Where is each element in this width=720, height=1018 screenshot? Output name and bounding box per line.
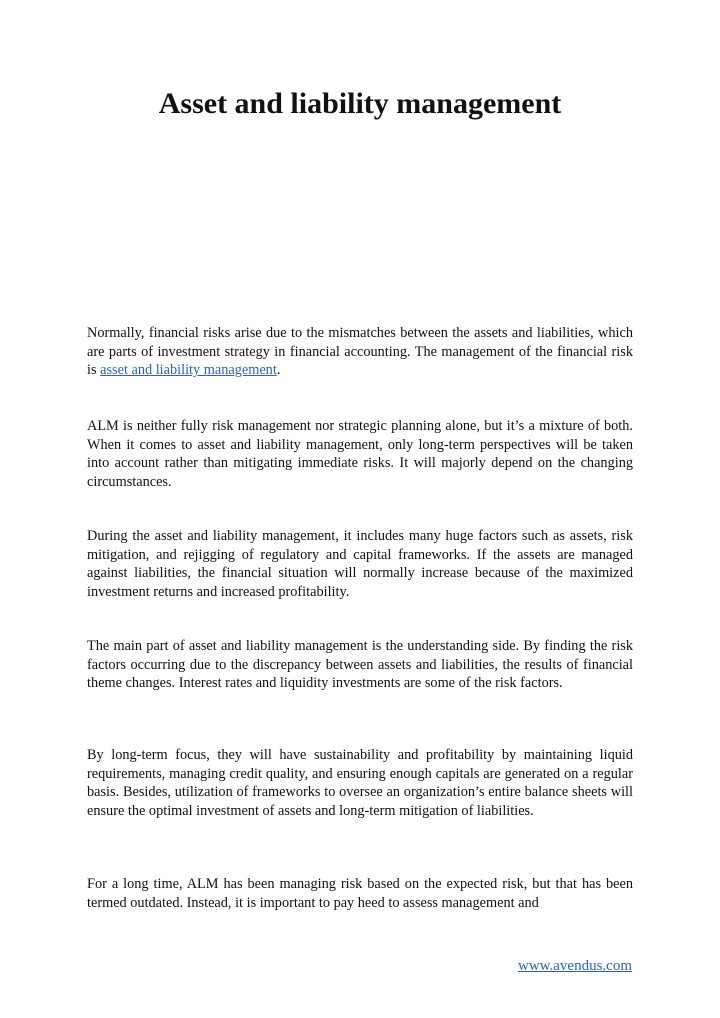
paragraph-long-term-focus: By long-term focus, they will have sustainability and profitability by maintaining liquid requirements, managing credit quality, and ensuring enough capitals are generated on a regular basis. Besides, utilization of frameworks to oversee an organization’s entire balance sheets will ensure the optimal investment of assets and long-term mitigation of liabilities. xyxy=(87,747,633,819)
paragraph-expected-risk: For a long time, ALM has been managing risk based on the expected risk, but that has been termed outdated. Instead, it is important to pay heed to assess management and xyxy=(87,876,633,911)
paragraph-intro-period: . xyxy=(276,362,281,379)
paragraph-alm-definition: ALM is neither fully risk management nor strategic planning alone, but it’s a mixture of both. When it comes to asset and liability management, only long-term perspectives will be taken into account rather than mitigating immediate risks. It will majorly depend on the changing circumstances. xyxy=(87,418,633,490)
footer-website-link[interactable]: www.avendus.com xyxy=(517,958,632,974)
paragraph-factors: During the asset and liability management, it includes many huge factors such as assets, risk mitigation, and rejigging of regulatory and capital frameworks. If the assets are managed against liabilities, the financial situation will normally increase because of the maximized investment returns and increased profitability. xyxy=(87,528,633,600)
paragraph-intro-text: Normally, financial risks arise due to the mismatches between the assets and liabilities, which are parts of investment strategy in financial accounting. The management of the financial risk is xyxy=(87,325,633,379)
alm-link[interactable]: asset and liability management xyxy=(100,362,277,379)
paragraph-intro xyxy=(87,324,633,380)
paragraph-understanding: The main part of asset and liability management is the understanding side. By finding the risk factors occurring due to the discrepancy between assets and liabilities, the results of financial theme changes. Interest rates and liquidity investments are some of the risk factors. xyxy=(87,638,633,692)
page-title: Asset and liability management xyxy=(158,87,562,120)
